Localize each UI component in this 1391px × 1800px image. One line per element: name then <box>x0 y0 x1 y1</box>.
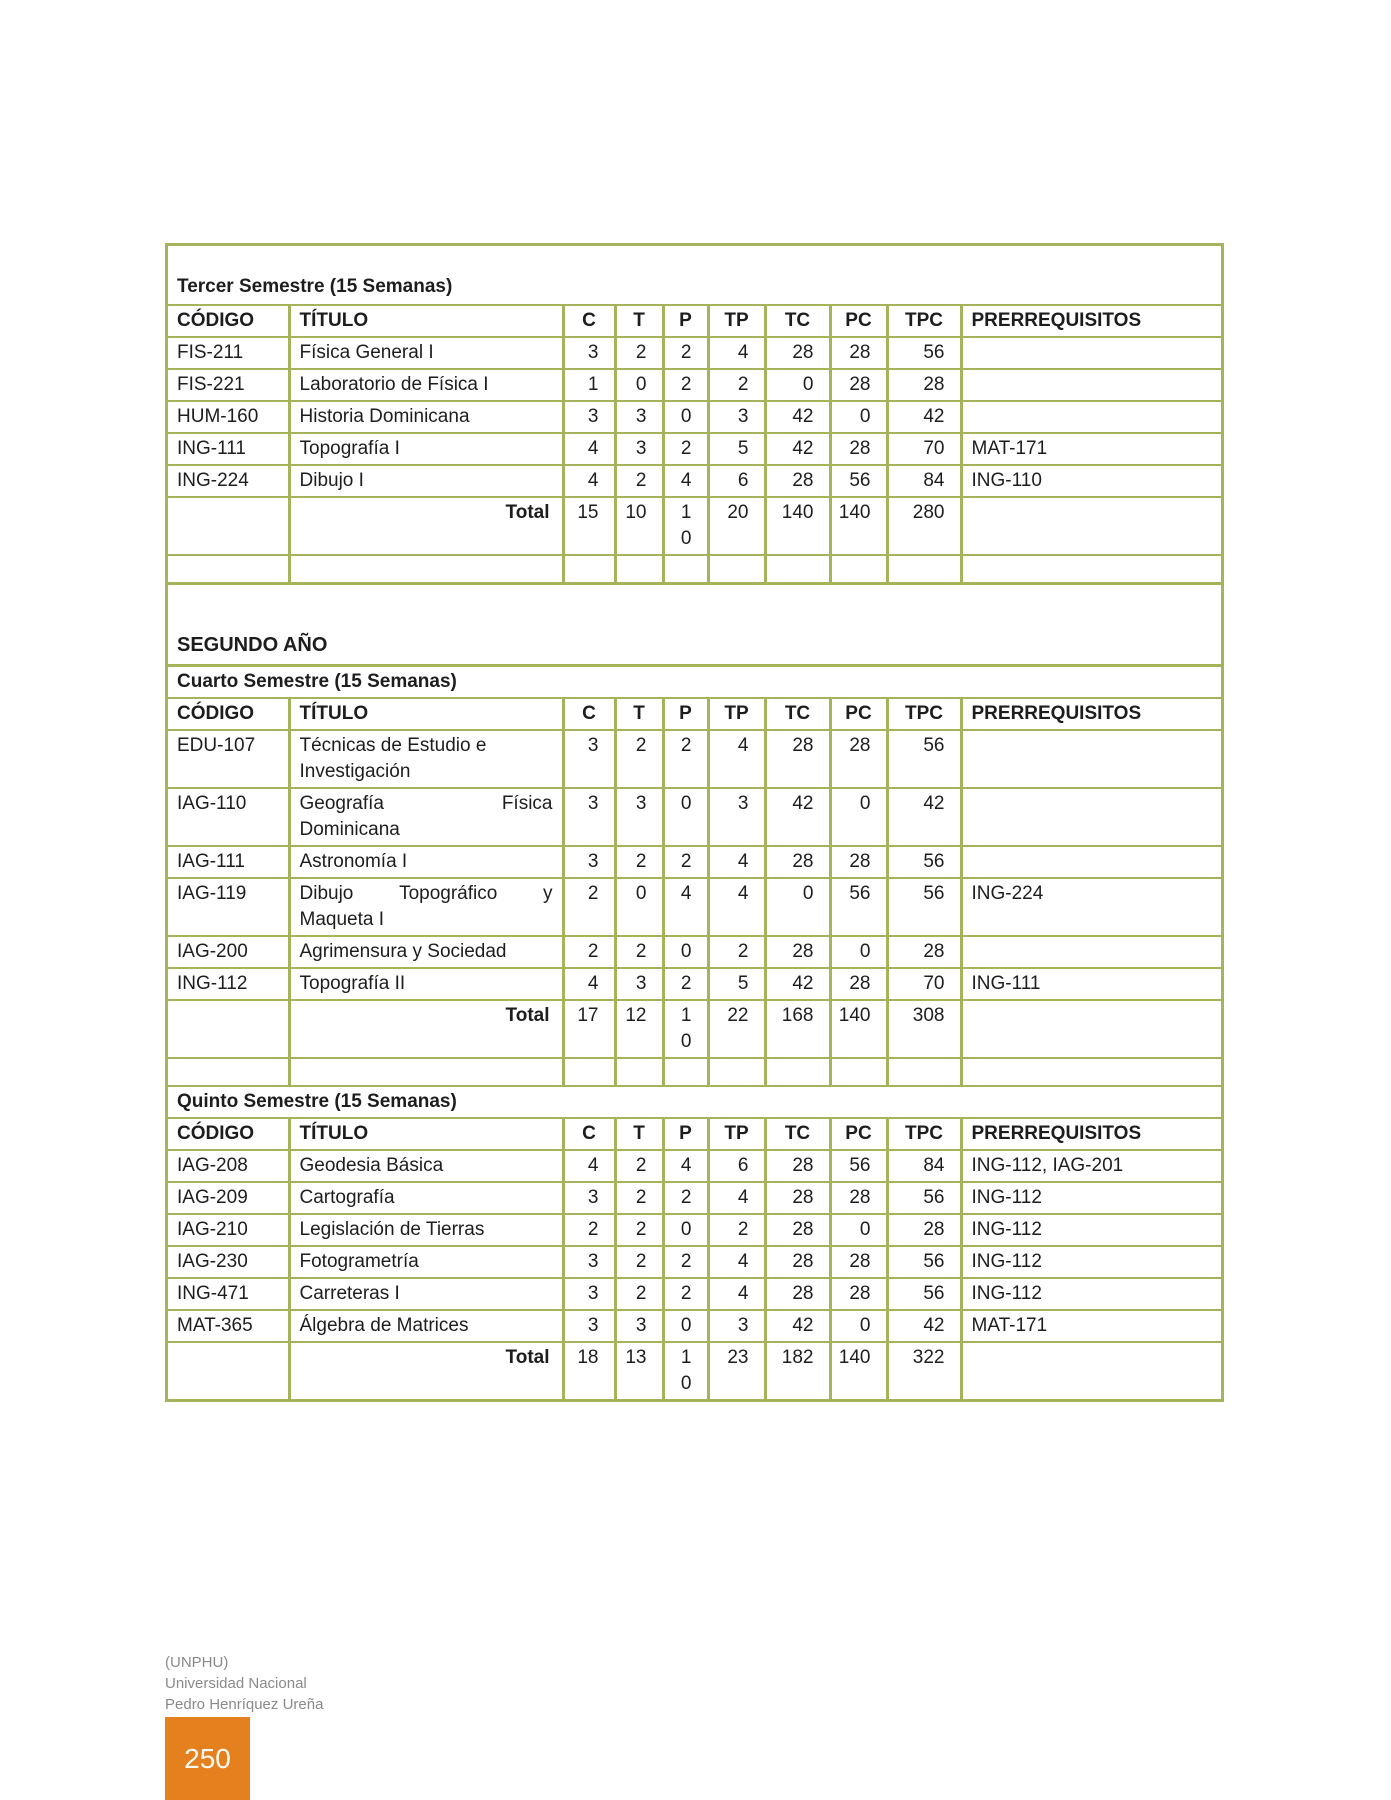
credit-cell: 2 <box>663 433 708 465</box>
codigo-cell: ING-111 <box>168 433 289 465</box>
credit-cell: 2 <box>663 337 708 369</box>
credit-cell: 2 <box>615 846 663 878</box>
empty-cell <box>663 1058 708 1086</box>
section-title-row <box>168 667 1221 698</box>
credit-cell: 3 <box>563 1182 615 1214</box>
titulo-cell: Dibujo Topográfico y Maqueta I <box>289 878 563 936</box>
course-row <box>168 1278 1221 1310</box>
total-value-cell: 15 <box>563 497 615 555</box>
page-number: 250 <box>184 1742 231 1774</box>
credit-cell: 2 <box>663 1246 708 1278</box>
titulo-cell: Geografía Física Dominicana <box>289 788 563 846</box>
course-row <box>168 878 1221 936</box>
header-cell: CÓDIGO <box>168 305 289 337</box>
credit-cell: 2 <box>563 878 615 936</box>
prereq-cell <box>961 936 1221 968</box>
credit-cell: 4 <box>708 337 765 369</box>
credit-cell: 28 <box>765 1150 830 1182</box>
credit-cell: 28 <box>830 1182 887 1214</box>
credit-cell: 6 <box>708 465 765 497</box>
prereq-cell <box>961 846 1221 878</box>
empty-cell <box>168 1058 289 1086</box>
credit-cell: 1 <box>563 369 615 401</box>
credit-cell: 4 <box>708 730 765 788</box>
course-row <box>168 730 1221 788</box>
total-row <box>168 497 1221 555</box>
credit-cell: 2 <box>615 1150 663 1182</box>
titulo-cell: Historia Dominicana <box>289 401 563 433</box>
credit-cell: 3 <box>615 401 663 433</box>
prereq-cell <box>961 730 1221 788</box>
empty-cell <box>830 555 887 582</box>
header-cell: TC <box>765 1118 830 1150</box>
header-cell: TPC <box>887 1118 961 1150</box>
credit-cell: 42 <box>765 968 830 1000</box>
credit-cell: 28 <box>887 1214 961 1246</box>
credit-cell: 3 <box>615 788 663 846</box>
header-cell: CÓDIGO <box>168 698 289 730</box>
table-header-row <box>168 1118 1221 1150</box>
titulo-cell: Legislación de Tierras <box>289 1214 563 1246</box>
codigo-cell: ING-112 <box>168 968 289 1000</box>
titulo-cell: Fotogrametría <box>289 1246 563 1278</box>
total-value-cell: 12 <box>615 1000 663 1058</box>
credit-cell: 3 <box>563 1310 615 1342</box>
header-cell: TC <box>765 698 830 730</box>
credit-cell: 0 <box>830 1214 887 1246</box>
total-value-cell: 140 <box>830 497 887 555</box>
course-row <box>168 968 1221 1000</box>
empty-cell <box>708 555 765 582</box>
header-cell: P <box>663 305 708 337</box>
total-value-cell: 13 <box>615 1342 663 1399</box>
credit-cell: 2 <box>615 337 663 369</box>
course-row <box>168 465 1221 497</box>
prereq-cell: ING-112, IAG-201 <box>961 1150 1221 1182</box>
prereq-cell <box>961 401 1221 433</box>
credit-cell: 84 <box>887 1150 961 1182</box>
header-cell: TC <box>765 305 830 337</box>
codigo-cell <box>168 1000 289 1058</box>
header-cell: TP <box>708 305 765 337</box>
credit-cell: 0 <box>765 878 830 936</box>
credit-cell: 28 <box>887 936 961 968</box>
credit-cell: 3 <box>563 1278 615 1310</box>
total-value-cell: 17 <box>563 1000 615 1058</box>
header-cell: PRERREQUISITOS <box>961 1118 1221 1150</box>
titulo-cell: Física General I <box>289 337 563 369</box>
credit-cell: 3 <box>708 788 765 846</box>
credit-cell: 2 <box>708 1214 765 1246</box>
titulo-cell: Técnicas de Estudio e Investigación <box>289 730 563 788</box>
credit-cell: 0 <box>830 936 887 968</box>
credit-cell: 3 <box>563 337 615 369</box>
prereq-cell: ING-112 <box>961 1182 1221 1214</box>
credit-cell: 56 <box>887 846 961 878</box>
credit-cell: 28 <box>765 1182 830 1214</box>
credit-cell: 28 <box>765 936 830 968</box>
credit-cell: 2 <box>663 730 708 788</box>
credit-cell: 6 <box>708 1150 765 1182</box>
credit-cell: 3 <box>708 1310 765 1342</box>
codigo-cell: HUM-160 <box>168 401 289 433</box>
empty-cell <box>615 555 663 582</box>
header-cell: TPC <box>887 698 961 730</box>
credit-cell: 0 <box>663 401 708 433</box>
prereq-cell: MAT-171 <box>961 433 1221 465</box>
credit-cell: 3 <box>563 730 615 788</box>
total-value-cell: 168 <box>765 1000 830 1058</box>
header-cell: TP <box>708 1118 765 1150</box>
codigo-cell: MAT-365 <box>168 1310 289 1342</box>
titulo-cell: Geodesia Básica <box>289 1150 563 1182</box>
footer-university-line2: Pedro Henríquez Ureña <box>165 1696 324 1713</box>
credit-cell: 2 <box>615 465 663 497</box>
credit-cell: 0 <box>765 369 830 401</box>
credit-cell: 4 <box>663 1150 708 1182</box>
codigo-cell: IAG-110 <box>168 788 289 846</box>
total-row <box>168 1342 1221 1399</box>
total-value-cell: 140 <box>830 1342 887 1399</box>
codigo-cell <box>168 497 289 555</box>
credit-cell: 56 <box>830 878 887 936</box>
credit-cell: 42 <box>887 788 961 846</box>
credit-cell: 3 <box>563 788 615 846</box>
prereq-cell: ING-112 <box>961 1214 1221 1246</box>
credit-cell: 28 <box>765 1278 830 1310</box>
credit-cell: 2 <box>563 1214 615 1246</box>
titulo-cell: Álgebra de Matrices <box>289 1310 563 1342</box>
header-cell: PC <box>830 698 887 730</box>
credit-cell: 0 <box>663 1310 708 1342</box>
credit-cell: 70 <box>887 433 961 465</box>
credit-cell: 2 <box>615 936 663 968</box>
credit-cell: 0 <box>830 788 887 846</box>
credit-cell: 42 <box>887 1310 961 1342</box>
credit-cell: 56 <box>830 465 887 497</box>
header-cell: P <box>663 698 708 730</box>
empty-cell <box>663 555 708 582</box>
credit-cell: 28 <box>830 1246 887 1278</box>
credit-cell: 3 <box>563 846 615 878</box>
credit-cell: 56 <box>887 337 961 369</box>
empty-cell <box>887 1058 961 1086</box>
credit-cell: 28 <box>830 1278 887 1310</box>
credit-cell: 28 <box>830 433 887 465</box>
credit-cell: 4 <box>708 878 765 936</box>
total-value-cell: 140 <box>830 1000 887 1058</box>
header-cell: C <box>563 1118 615 1150</box>
footer-university-line1: Universidad Nacional <box>165 1675 307 1692</box>
header-cell: CÓDIGO <box>168 1118 289 1150</box>
header-cell: T <box>615 698 663 730</box>
empty-cell <box>289 555 563 582</box>
codigo-cell: IAG-119 <box>168 878 289 936</box>
empty-cell <box>563 1058 615 1086</box>
credit-cell: 28 <box>830 730 887 788</box>
table-header-row <box>168 698 1221 730</box>
credit-cell: 0 <box>830 401 887 433</box>
header-cell: T <box>615 305 663 337</box>
header-cell: TÍTULO <box>289 305 563 337</box>
total-value-cell: 140 <box>765 497 830 555</box>
credit-cell: 4 <box>708 1182 765 1214</box>
codigo-cell: EDU-107 <box>168 730 289 788</box>
titulo-cell: Topografía I <box>289 433 563 465</box>
header-cell: C <box>563 698 615 730</box>
credit-cell: 2 <box>663 1278 708 1310</box>
course-row <box>168 846 1221 878</box>
total-value-cell: 322 <box>887 1342 961 1399</box>
total-value-cell: 10 <box>615 497 663 555</box>
prereq-cell <box>961 1342 1221 1399</box>
header-cell: TP <box>708 698 765 730</box>
credit-cell: 3 <box>563 401 615 433</box>
prereq-cell: ING-112 <box>961 1278 1221 1310</box>
course-row <box>168 401 1221 433</box>
credit-cell: 4 <box>708 846 765 878</box>
credit-cell: 4 <box>563 465 615 497</box>
credit-cell: 56 <box>887 1182 961 1214</box>
empty-cell <box>563 555 615 582</box>
header-cell: TÍTULO <box>289 1118 563 1150</box>
prereq-cell <box>961 1000 1221 1058</box>
year-heading-text: SEGUNDO AÑO <box>177 634 328 656</box>
empty-cell <box>615 1058 663 1086</box>
credit-cell: 28 <box>765 1214 830 1246</box>
section-title-cell: Quinto Semestre (15 Semanas) <box>168 1086 1221 1118</box>
header-cell: PC <box>830 305 887 337</box>
header-cell: TÍTULO <box>289 698 563 730</box>
total-label-cell: Total <box>289 497 563 555</box>
codigo-cell: IAG-210 <box>168 1214 289 1246</box>
course-row <box>168 369 1221 401</box>
credit-cell: 2 <box>663 369 708 401</box>
section-title-row <box>168 1086 1221 1118</box>
prereq-cell <box>961 337 1221 369</box>
course-row <box>168 1310 1221 1342</box>
codigo-cell: FIS-221 <box>168 369 289 401</box>
credit-cell: 5 <box>708 968 765 1000</box>
credit-cell: 3 <box>708 401 765 433</box>
credit-cell: 0 <box>830 1310 887 1342</box>
credit-cell: 4 <box>663 878 708 936</box>
empty-cell <box>887 555 961 582</box>
codigo-cell <box>168 1342 289 1399</box>
credit-cell: 3 <box>615 1310 663 1342</box>
prereq-cell: ING-224 <box>961 878 1221 936</box>
header-cell: T <box>615 1118 663 1150</box>
credit-cell: 2 <box>708 936 765 968</box>
empty-cell <box>708 1058 765 1086</box>
total-label-cell: Total <box>289 1000 563 1058</box>
credit-cell: 70 <box>887 968 961 1000</box>
codigo-cell: IAG-230 <box>168 1246 289 1278</box>
total-value-cell: 23 <box>708 1342 765 1399</box>
total-value-cell: 18 <box>563 1342 615 1399</box>
prereq-cell: ING-112 <box>961 1246 1221 1278</box>
header-cell: PRERREQUISITOS <box>961 698 1221 730</box>
section-title-cell: Cuarto Semestre (15 Semanas) <box>168 667 1221 698</box>
credit-cell: 42 <box>765 1310 830 1342</box>
credit-cell: 28 <box>765 465 830 497</box>
empty-cell <box>765 1058 830 1086</box>
credit-cell: 2 <box>615 1246 663 1278</box>
credit-cell: 4 <box>663 465 708 497</box>
codigo-cell: ING-471 <box>168 1278 289 1310</box>
empty-row <box>168 1058 1221 1086</box>
credit-cell: 28 <box>830 369 887 401</box>
table-header-row <box>168 305 1221 337</box>
codigo-cell: IAG-208 <box>168 1150 289 1182</box>
credit-cell: 28 <box>765 730 830 788</box>
credit-cell: 0 <box>663 788 708 846</box>
credit-cell: 2 <box>615 1214 663 1246</box>
total-value-cell: 20 <box>708 497 765 555</box>
prereq-cell <box>961 369 1221 401</box>
course-row <box>168 337 1221 369</box>
titulo-cell: Laboratorio de Física I <box>289 369 563 401</box>
titulo-cell: Cartografía <box>289 1182 563 1214</box>
tercer-semestre-table <box>168 246 1221 582</box>
credit-cell: 5 <box>708 433 765 465</box>
codigo-cell: FIS-211 <box>168 337 289 369</box>
codigo-cell: IAG-200 <box>168 936 289 968</box>
credit-cell: 28 <box>830 968 887 1000</box>
credit-cell: 42 <box>765 788 830 846</box>
credit-cell: 2 <box>615 1278 663 1310</box>
titulo-cell: Astronomía I <box>289 846 563 878</box>
credit-cell: 42 <box>765 401 830 433</box>
codigo-cell: IAG-209 <box>168 1182 289 1214</box>
credit-cell: 2 <box>615 1182 663 1214</box>
codigo-cell: IAG-111 <box>168 846 289 878</box>
credit-cell: 2 <box>663 968 708 1000</box>
credit-cell: 84 <box>887 465 961 497</box>
prereq-cell <box>961 497 1221 555</box>
credit-cell: 2 <box>663 846 708 878</box>
course-row <box>168 936 1221 968</box>
total-row <box>168 1000 1221 1058</box>
credit-cell: 4 <box>708 1246 765 1278</box>
credit-cell: 4 <box>708 1278 765 1310</box>
empty-cell <box>961 1058 1221 1086</box>
total-value-cell: 10 <box>663 1342 708 1399</box>
section-title-row <box>168 246 1221 305</box>
prereq-cell: ING-111 <box>961 968 1221 1000</box>
credit-cell: 28 <box>830 337 887 369</box>
empty-cell <box>289 1058 563 1086</box>
credit-cell: 2 <box>708 369 765 401</box>
titulo-cell: Carreteras I <box>289 1278 563 1310</box>
prereq-cell <box>961 788 1221 846</box>
empty-cell <box>961 555 1221 582</box>
year-heading-row <box>168 582 1221 667</box>
credit-cell: 42 <box>765 433 830 465</box>
total-value-cell: 308 <box>887 1000 961 1058</box>
credit-cell: 2 <box>615 730 663 788</box>
page-number-badge <box>165 1717 250 1800</box>
titulo-cell: Agrimensura y Sociedad <box>289 936 563 968</box>
credit-cell: 28 <box>830 846 887 878</box>
credit-cell: 0 <box>663 1214 708 1246</box>
course-row <box>168 1150 1221 1182</box>
header-cell: P <box>663 1118 708 1150</box>
credit-cell: 0 <box>615 369 663 401</box>
credit-cell: 56 <box>887 730 961 788</box>
header-cell: C <box>563 305 615 337</box>
credit-cell: 28 <box>765 846 830 878</box>
credit-cell: 2 <box>563 936 615 968</box>
total-value-cell: 280 <box>887 497 961 555</box>
prereq-cell: ING-110 <box>961 465 1221 497</box>
prereq-cell: MAT-171 <box>961 1310 1221 1342</box>
credit-cell: 28 <box>765 337 830 369</box>
empty-cell <box>765 555 830 582</box>
credit-cell: 28 <box>765 1246 830 1278</box>
titulo-cell: Topografía II <box>289 968 563 1000</box>
credit-cell: 0 <box>615 878 663 936</box>
total-value-cell: 10 <box>663 1000 708 1058</box>
total-value-cell: 182 <box>765 1342 830 1399</box>
curriculum-tables-box <box>165 243 1224 1402</box>
credit-cell: 28 <box>887 369 961 401</box>
footer-block <box>165 1652 323 1715</box>
header-cell: PC <box>830 1118 887 1150</box>
empty-row <box>168 555 1221 582</box>
credit-cell: 42 <box>887 401 961 433</box>
header-cell: TPC <box>887 305 961 337</box>
credit-cell: 2 <box>663 1182 708 1214</box>
titulo-cell: Dibujo I <box>289 465 563 497</box>
credit-cell: 56 <box>887 878 961 936</box>
course-row <box>168 1246 1221 1278</box>
section-title-cell: Tercer Semestre (15 Semanas) <box>168 246 1221 305</box>
credit-cell: 3 <box>563 1246 615 1278</box>
credit-cell: 56 <box>887 1278 961 1310</box>
credit-cell: 56 <box>830 1150 887 1182</box>
total-label-cell: Total <box>289 1342 563 1399</box>
empty-cell <box>168 555 289 582</box>
course-row <box>168 433 1221 465</box>
credit-cell: 3 <box>615 968 663 1000</box>
cuarto-quinto-semestre-table <box>168 667 1221 1399</box>
credit-cell: 4 <box>563 968 615 1000</box>
credit-cell: 4 <box>563 433 615 465</box>
course-row <box>168 1182 1221 1214</box>
total-value-cell: 10 <box>663 497 708 555</box>
header-cell: PRERREQUISITOS <box>961 305 1221 337</box>
footer-org-abbr: (UNPHU) <box>165 1654 229 1671</box>
course-row <box>168 788 1221 846</box>
total-value-cell: 22 <box>708 1000 765 1058</box>
credit-cell: 3 <box>615 433 663 465</box>
codigo-cell: ING-224 <box>168 465 289 497</box>
credit-cell: 56 <box>887 1246 961 1278</box>
credit-cell: 0 <box>663 936 708 968</box>
course-row <box>168 1214 1221 1246</box>
credit-cell: 4 <box>563 1150 615 1182</box>
empty-cell <box>830 1058 887 1086</box>
